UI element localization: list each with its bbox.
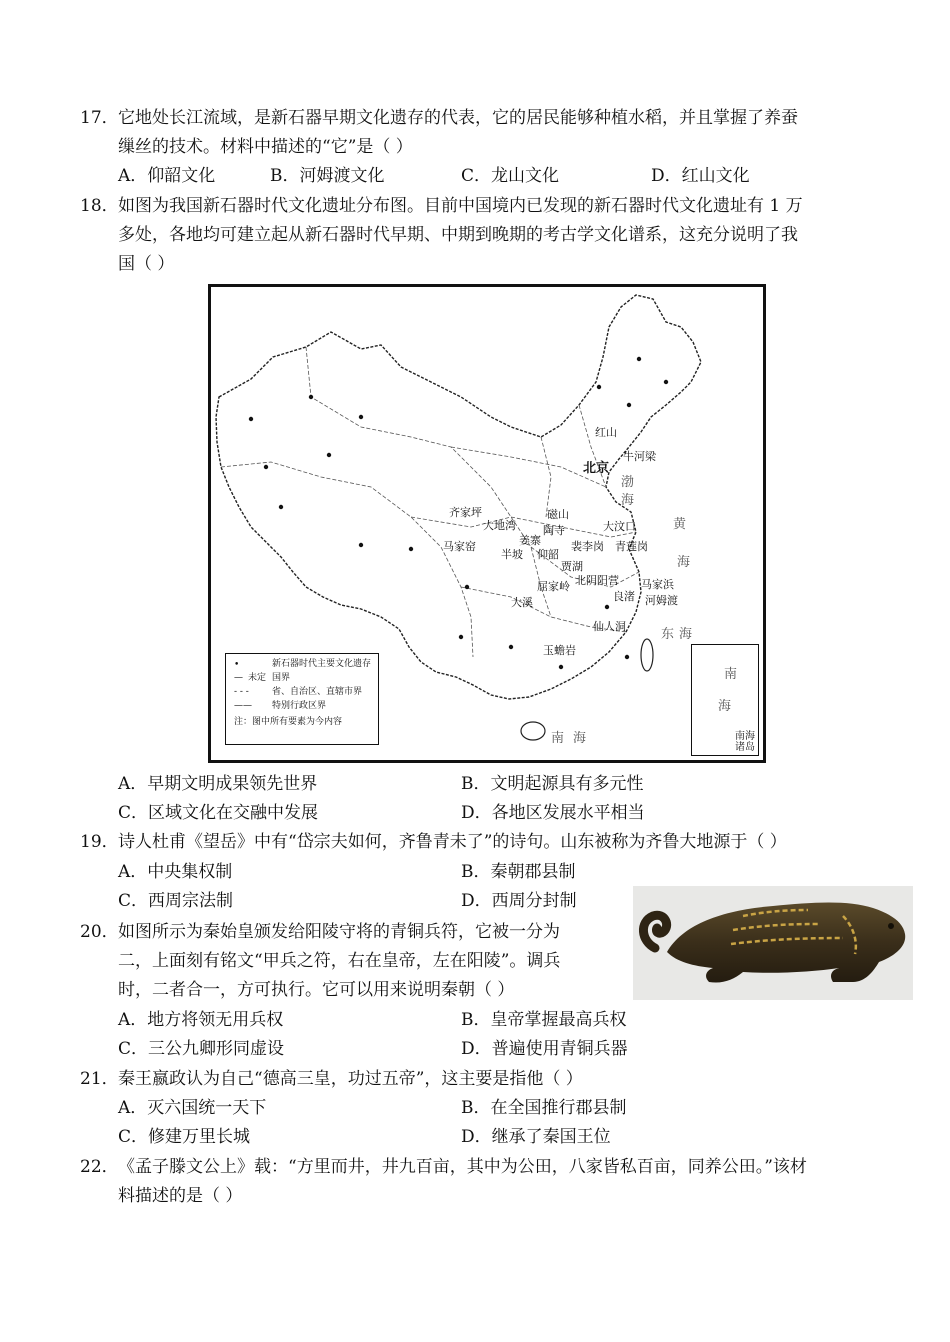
q21-stem-line1: 秦王嬴政认为自己“德高三皇，功过五帝”，这主要是指他（ ） xyxy=(118,1069,583,1089)
q18-option-b[interactable]: B．文明起源具有多元性 xyxy=(461,774,644,794)
q17-option-b[interactable]: B．河姆渡文化 xyxy=(270,166,385,186)
legend-thin-icon: —— xyxy=(234,701,252,711)
site-label: 贾湖 xyxy=(561,560,583,573)
q21-option-b[interactable]: B．在全国推行郡县制 xyxy=(461,1098,627,1118)
legend-province: 省、自治区、直辖市界 xyxy=(272,687,363,697)
q21-option-c[interactable]: C．修建万里长城 xyxy=(118,1127,251,1147)
q21-option-d[interactable]: D．继承了秦国王位 xyxy=(461,1127,611,1147)
q22-stem-line1: 《孟子滕文公上》载：“方里而井，井九百亩，其中为公田，八家皆私百亩，同养公田。”该材 xyxy=(118,1157,807,1177)
site-label: 北京 xyxy=(583,461,610,476)
sea-label-bo: 渤 xyxy=(621,475,635,490)
q20-stem-line3: 时，二者合一，方可执行。它可以用来说明秦朝（ ） xyxy=(118,980,515,1000)
site-label: 齐家坪 xyxy=(449,506,482,519)
legend-dash-icon: - - - xyxy=(234,687,249,697)
legend-dot-icon: • xyxy=(234,660,240,670)
legend-sar: 特别行政区界 xyxy=(272,701,327,711)
site-label: 仰韶 xyxy=(537,548,559,561)
site-label: 半坡 xyxy=(501,548,523,561)
q20-stem-line1: 如图所示为秦始皇颁发给阳陵守将的青铜兵符，它被一分为 xyxy=(118,922,560,942)
q17-option-c[interactable]: C．龙山文化 xyxy=(461,166,560,186)
site-label: 陶寺 xyxy=(543,524,565,537)
site-label: 青莲岗 xyxy=(615,540,648,553)
legend-note: 注：图中所有要素为今内容 xyxy=(234,717,343,727)
site-label: 北阴阳营 xyxy=(575,574,619,587)
q17-stem-line2: 缫丝的技术。材料中描述的“它”是（ ） xyxy=(118,137,413,157)
q19-option-d[interactable]: D．西周分封制 xyxy=(461,891,577,911)
q20-stem-line2: 二，上面刻有铭文“甲兵之符，右在皇帝，左在阳陵”。调兵 xyxy=(118,951,561,971)
q18-option-c[interactable]: C．区域文化在交融中发展 xyxy=(118,803,319,823)
site-label: 大溪 xyxy=(511,596,533,609)
south-china-sea-inset xyxy=(691,644,759,756)
q21-option-a[interactable]: A．灭六国统一天下 xyxy=(118,1098,267,1118)
neolithic-sites-map xyxy=(208,284,766,763)
sea-label-nan: 南 xyxy=(551,731,565,746)
site-label: 牛河梁 xyxy=(623,450,656,463)
q17-option-a[interactable]: A．仰韶文化 xyxy=(118,166,216,186)
q18-option-a[interactable]: A．早期文明成果领先世界 xyxy=(118,774,318,794)
q22-number: 22． xyxy=(80,1157,119,1177)
sea-label-hai: 海 xyxy=(573,731,587,746)
legend-line-icon: — xyxy=(234,673,243,683)
q19-option-a[interactable]: A．中央集权制 xyxy=(118,862,233,882)
q17-option-d[interactable]: D．红山文化 xyxy=(651,166,750,186)
sea-label-hai: 海 xyxy=(621,493,635,508)
q20-number: 20． xyxy=(80,922,119,942)
site-label: 大汶口 xyxy=(603,520,636,533)
site-label: 大地湾 xyxy=(483,519,516,532)
site-label: 磁山 xyxy=(547,508,569,521)
site-label: 姜寨 xyxy=(519,534,541,547)
q18-option-d[interactable]: D．各地区发展水平相当 xyxy=(461,803,645,823)
site-label: 马家窑 xyxy=(443,540,476,553)
q18-stem-line1: 如图为我国新石器时代文化遗址分布图。目前中国境内已发现的新石器时代文化遗址有 1 万 xyxy=(118,196,803,216)
inset-sea-hai: 海 xyxy=(718,699,732,714)
site-label: 马家浜 xyxy=(641,578,674,591)
map-legend xyxy=(225,653,379,745)
legend-border: 国界 xyxy=(272,673,291,683)
site-label: 玉蟾岩 xyxy=(543,644,576,657)
q19-option-b[interactable]: B．秦朝郡县制 xyxy=(461,862,576,882)
legend-site: 新石器时代主要文化遗存 xyxy=(272,659,372,669)
q19-option-c[interactable]: C．西周宗法制 xyxy=(118,891,234,911)
bronze-tiger-tally-image xyxy=(633,886,913,1000)
inset-sea-nan: 南 xyxy=(724,667,738,682)
site-label: 仙人洞 xyxy=(593,620,626,633)
inset-label: 南海诸岛 xyxy=(735,731,755,753)
q20-option-b[interactable]: B．皇帝掌握最高兵权 xyxy=(461,1010,627,1030)
site-label: 良渚 xyxy=(613,590,635,603)
tiger-tally-icon xyxy=(633,886,913,1000)
site-label: 河姆渡 xyxy=(645,594,678,607)
sea-label-dong: 东 xyxy=(661,627,675,642)
q22-stem-line2: 料描述的是（ ） xyxy=(118,1186,243,1206)
sea-label-huang: 黄 xyxy=(673,517,687,532)
q18-stem-line2: 多处，各地均可建立起从新石器时代早期、中期到晚期的考古学文化谱系，这充分说明了我 xyxy=(118,225,798,245)
q18-number: 18． xyxy=(80,196,119,216)
q20-option-a[interactable]: A．地方将领无用兵权 xyxy=(118,1010,284,1030)
q17-number: 17． xyxy=(80,108,119,128)
q20-option-c[interactable]: C．三公九卿形同虚设 xyxy=(118,1039,285,1059)
sea-label-hai: 海 xyxy=(679,627,693,642)
sea-label-hai: 海 xyxy=(677,555,691,570)
q19-number: 19． xyxy=(80,832,119,852)
site-label: 屈家岭 xyxy=(537,580,570,593)
q17-stem-line1: 它地处长江流域，是新石器早期文化遗存的代表，它的居民能够种植水稻，并且掌握了养蚕 xyxy=(118,108,798,128)
legend-undefined: 未定 xyxy=(248,673,267,683)
q19-stem-line1: 诗人杜甫《望岳》中有“岱宗夫如何，齐鲁青未了”的诗句。山东被称为齐鲁大地源于（ ） xyxy=(118,832,787,852)
q18-stem-line3: 国（ ） xyxy=(118,254,175,274)
site-label: 红山 xyxy=(595,426,617,439)
q20-option-d[interactable]: D．普遍使用青铜兵器 xyxy=(461,1039,628,1059)
q21-number: 21． xyxy=(80,1069,119,1089)
site-label: 裴李岗 xyxy=(571,540,604,553)
